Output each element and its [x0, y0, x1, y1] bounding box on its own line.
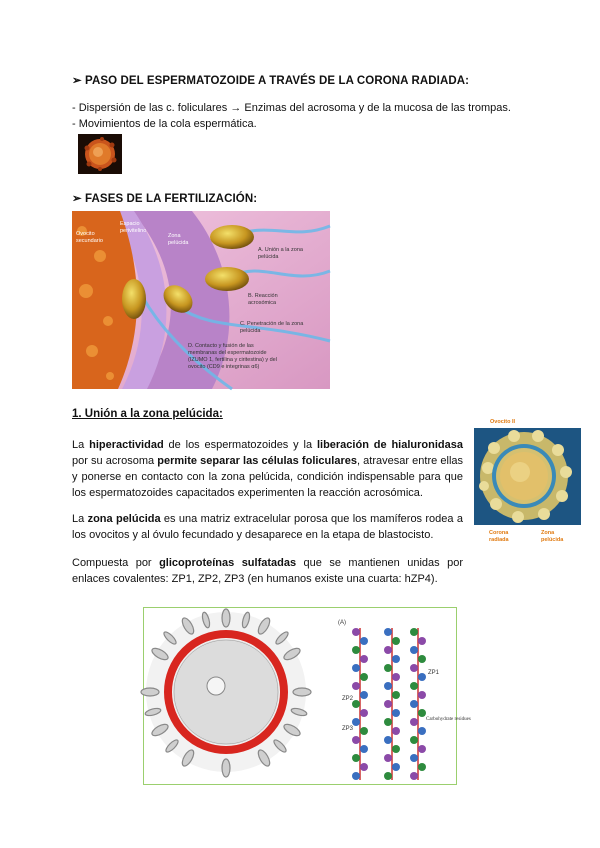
- glycoprotein-bead: [360, 637, 368, 645]
- glycoprotein-bead: [352, 628, 360, 636]
- glycoprotein-bead: [410, 682, 418, 690]
- label-carbohydrate: Carbohydrate residues: [426, 717, 471, 722]
- glycoprotein-bead: [392, 691, 400, 699]
- glycoprotein-bead: [392, 745, 400, 753]
- label-phase-c: C. Penetración de la zona pelúcida: [240, 321, 304, 334]
- zona-glycoprotein-figure: [143, 607, 471, 785]
- glycoprotein-bead: [360, 691, 368, 699]
- glycoprotein-bead: [352, 682, 360, 690]
- label-zona-pelucida: Zona pelúcida: [541, 530, 564, 543]
- glycoprotein-bead: [410, 754, 418, 762]
- glycoprotein-bead: [392, 763, 400, 771]
- glycoprotein-bead: [410, 718, 418, 726]
- glycoprotein-bead: [352, 664, 360, 672]
- glycoprotein-bead: [418, 709, 426, 717]
- label-zp3: ZP3: [342, 726, 354, 732]
- label-phase-a: A. Unión a la zona pelúcida: [258, 247, 303, 260]
- glycoprotein-bead: [352, 646, 360, 654]
- glycoprotein-bead: [352, 736, 360, 744]
- glycoprotein-bead: [384, 682, 392, 690]
- paragraph-glicoproteinas: Compuesta por glicoproteínas sulfatadas que se mantienen unidas por enlaces covalentes: ZP1, ZP2, ZP3 (en humanos existe una cuarta: hZP4).: [72, 557, 464, 585]
- glycoprotein-bead: [384, 628, 392, 636]
- oocyte-thumbnail-image: [78, 134, 122, 174]
- label-phase-d: D. Contacto y fusión de las membranas del espermatozoide (IZUMO 1, fertilina y ciritestina) y del ovocito (CD9 e integrinas α6): [188, 343, 277, 370]
- glycoprotein-bead: [410, 772, 418, 780]
- label-espacio: Espacio perivitelino: [120, 221, 147, 234]
- glycoprotein-bead: [410, 646, 418, 654]
- panel-letter-a: (A): [338, 620, 346, 626]
- glycoprotein-bead: [360, 727, 368, 735]
- label-corona-radiada: Corona radiada: [489, 530, 509, 543]
- glycoprotein-bead: [384, 736, 392, 744]
- glycoprotein-bead: [360, 763, 368, 771]
- paragraph-hiperactividad: La hiperactividad de los espermatozoides y la liberación de hialuronidasa por su acrosoma permite separar las células foliculares, atravesar entre ellas y ponerse en contacto con la zona pelúcida, condición indispensable para que los espermatozoides capacitados experimenten la reacción acrosómica.: [72, 439, 464, 499]
- label-phase-b: B. Reacción acrosómica: [248, 293, 278, 306]
- glycoprotein-bead: [392, 655, 400, 663]
- bullet-dispersion: - Dispersión de las c. foliculares → Enzimas del acrosoma y de la mucosa de las trompas.: [72, 102, 511, 114]
- glycoprotein-bead: [384, 700, 392, 708]
- glycoprotein-bead: [352, 754, 360, 762]
- glycoprotein-bead: [418, 745, 426, 753]
- glycoprotein-bead: [410, 700, 418, 708]
- glycoprotein-bead: [418, 691, 426, 699]
- heading-fases-fertilizacion: ➢ FASES DE LA FERTILIZACIÓN:: [72, 193, 258, 205]
- glycoprotein-bead: [410, 628, 418, 636]
- glycoprotein-bead: [352, 772, 360, 780]
- label-zp2: ZP2: [342, 696, 354, 702]
- label-ovocito: Ovocito secundario: [76, 231, 103, 244]
- glycoprotein-bead: [384, 718, 392, 726]
- glycoprotein-bead: [410, 664, 418, 672]
- glycoprotein-bead: [352, 718, 360, 726]
- heading-corona-radiada: ➢ PASO DEL ESPERMATOZOIDE A TRAVÉS DE LA CORONA RADIADA:: [72, 75, 470, 87]
- glycoprotein-bead: [418, 727, 426, 735]
- glycoprotein-bead: [392, 673, 400, 681]
- label-ovocito-ii: Ovocito II: [490, 419, 516, 425]
- label-zp1: ZP1: [428, 670, 440, 676]
- glycoprotein-bead: [418, 673, 426, 681]
- glycoprotein-bead: [392, 709, 400, 717]
- glycoprotein-bead: [360, 673, 368, 681]
- glycoprotein-bead: [384, 646, 392, 654]
- glycoprotein-bead: [418, 655, 426, 663]
- oocyte-ii-image: [474, 428, 581, 525]
- glycoprotein-bead: [360, 745, 368, 753]
- glycoprotein-bead: [360, 655, 368, 663]
- glycoprotein-bead: [392, 727, 400, 735]
- fertilization-phases-figure: [72, 211, 330, 389]
- bullet-movimientos: - Movimientos de la cola espermática.: [72, 118, 257, 130]
- glycoprotein-bead: [418, 637, 426, 645]
- glycoprotein-bead: [384, 772, 392, 780]
- paragraph-zona-pelucida: La zona pelúcida es una matriz extracelular porosa que los mamíferos rodea a los ovocitos y al óvulo fecundado y desaparece en la etapa de blastocisto.: [72, 513, 463, 541]
- glycoprotein-bead: [392, 637, 400, 645]
- glycoprotein-bead: [360, 709, 368, 717]
- glycoprotein-bead: [384, 754, 392, 762]
- glycoprotein-bead: [352, 700, 360, 708]
- glycoprotein-bead: [418, 763, 426, 771]
- glycoprotein-bead: [384, 664, 392, 672]
- glycoprotein-bead: [410, 736, 418, 744]
- heading-union-zona: 1. Unión a la zona pelúcida:: [72, 408, 223, 420]
- label-zona: Zona pelúcida: [168, 233, 189, 246]
